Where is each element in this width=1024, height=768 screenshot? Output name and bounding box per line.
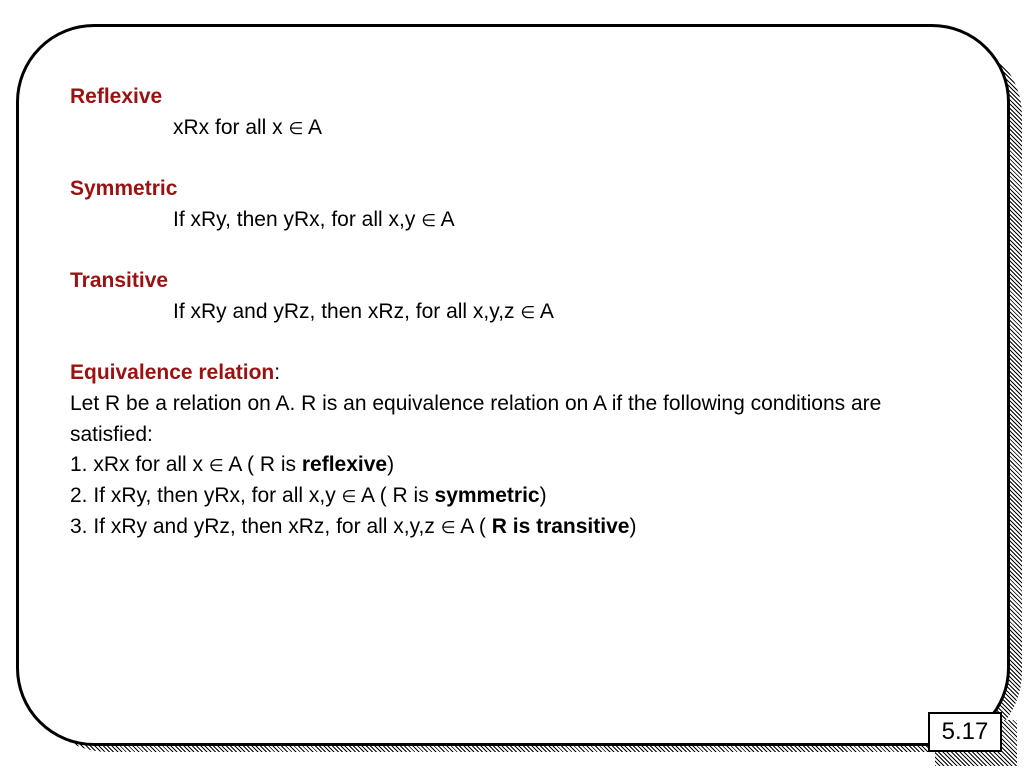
equivalence-heading-line — [70, 358, 950, 389]
reflexive-text: xRx for all x — [173, 115, 289, 139]
condition-2 — [70, 481, 950, 512]
condition-property: reflexive — [301, 453, 388, 477]
element-of-symbol: ∈ — [440, 517, 456, 538]
condition-text: 3. If xRy and yRz, then xRz, for all x,y,z — [70, 514, 441, 538]
symmetric-heading: Symmetric — [70, 177, 178, 201]
reflexive-heading: Reflexive — [70, 85, 163, 108]
page-number-box: 5.17 — [928, 712, 1002, 752]
symmetric-definition — [70, 205, 950, 236]
condition-close: ) — [387, 453, 395, 477]
element-of-symbol: ∈ — [421, 210, 436, 231]
transitive-text: If xRy and yRz, then xRz, for all x,y,z — [173, 299, 521, 323]
reflexive-definition — [70, 113, 950, 144]
condition-mid: A ( R is — [356, 483, 435, 507]
element-of-symbol: ∈ — [208, 456, 224, 477]
transitive-heading: Transitive — [70, 269, 169, 293]
condition-3 — [70, 512, 950, 543]
element-of-symbol: ∈ — [341, 486, 357, 507]
equivalence-intro: Let R be a relation on A. R is an equivalence relation on A if the following conditions are satisfied: — [70, 391, 882, 446]
spacer — [70, 328, 950, 359]
condition-close: ) — [539, 483, 547, 507]
condition-text: 2. If xRy, then yRx, for all x,y — [70, 483, 342, 507]
spacer — [70, 143, 950, 174]
transitive-tail: A — [535, 299, 554, 323]
symmetric-text: If xRy, then yRx, for all x,y — [173, 207, 422, 231]
condition-1 — [70, 450, 950, 481]
element-of-symbol: ∈ — [288, 118, 304, 139]
symmetric-tail: A — [436, 207, 455, 231]
equivalence-heading: Equivalence relation — [70, 361, 275, 385]
reflexive-tail: A — [303, 115, 323, 139]
spacer — [70, 235, 950, 266]
transitive-definition — [70, 297, 950, 328]
element-of-symbol: ∈ — [520, 302, 536, 323]
condition-property: symmetric — [434, 483, 540, 507]
slide-content — [70, 82, 950, 542]
condition-property: R is transitive — [491, 514, 630, 538]
condition-text: 1. xRx for all x — [70, 453, 209, 477]
condition-mid: A ( R is — [223, 453, 302, 477]
condition-close: ) — [629, 514, 637, 538]
condition-mid: A ( — [455, 514, 492, 538]
equivalence-heading-colon: : — [274, 361, 281, 385]
